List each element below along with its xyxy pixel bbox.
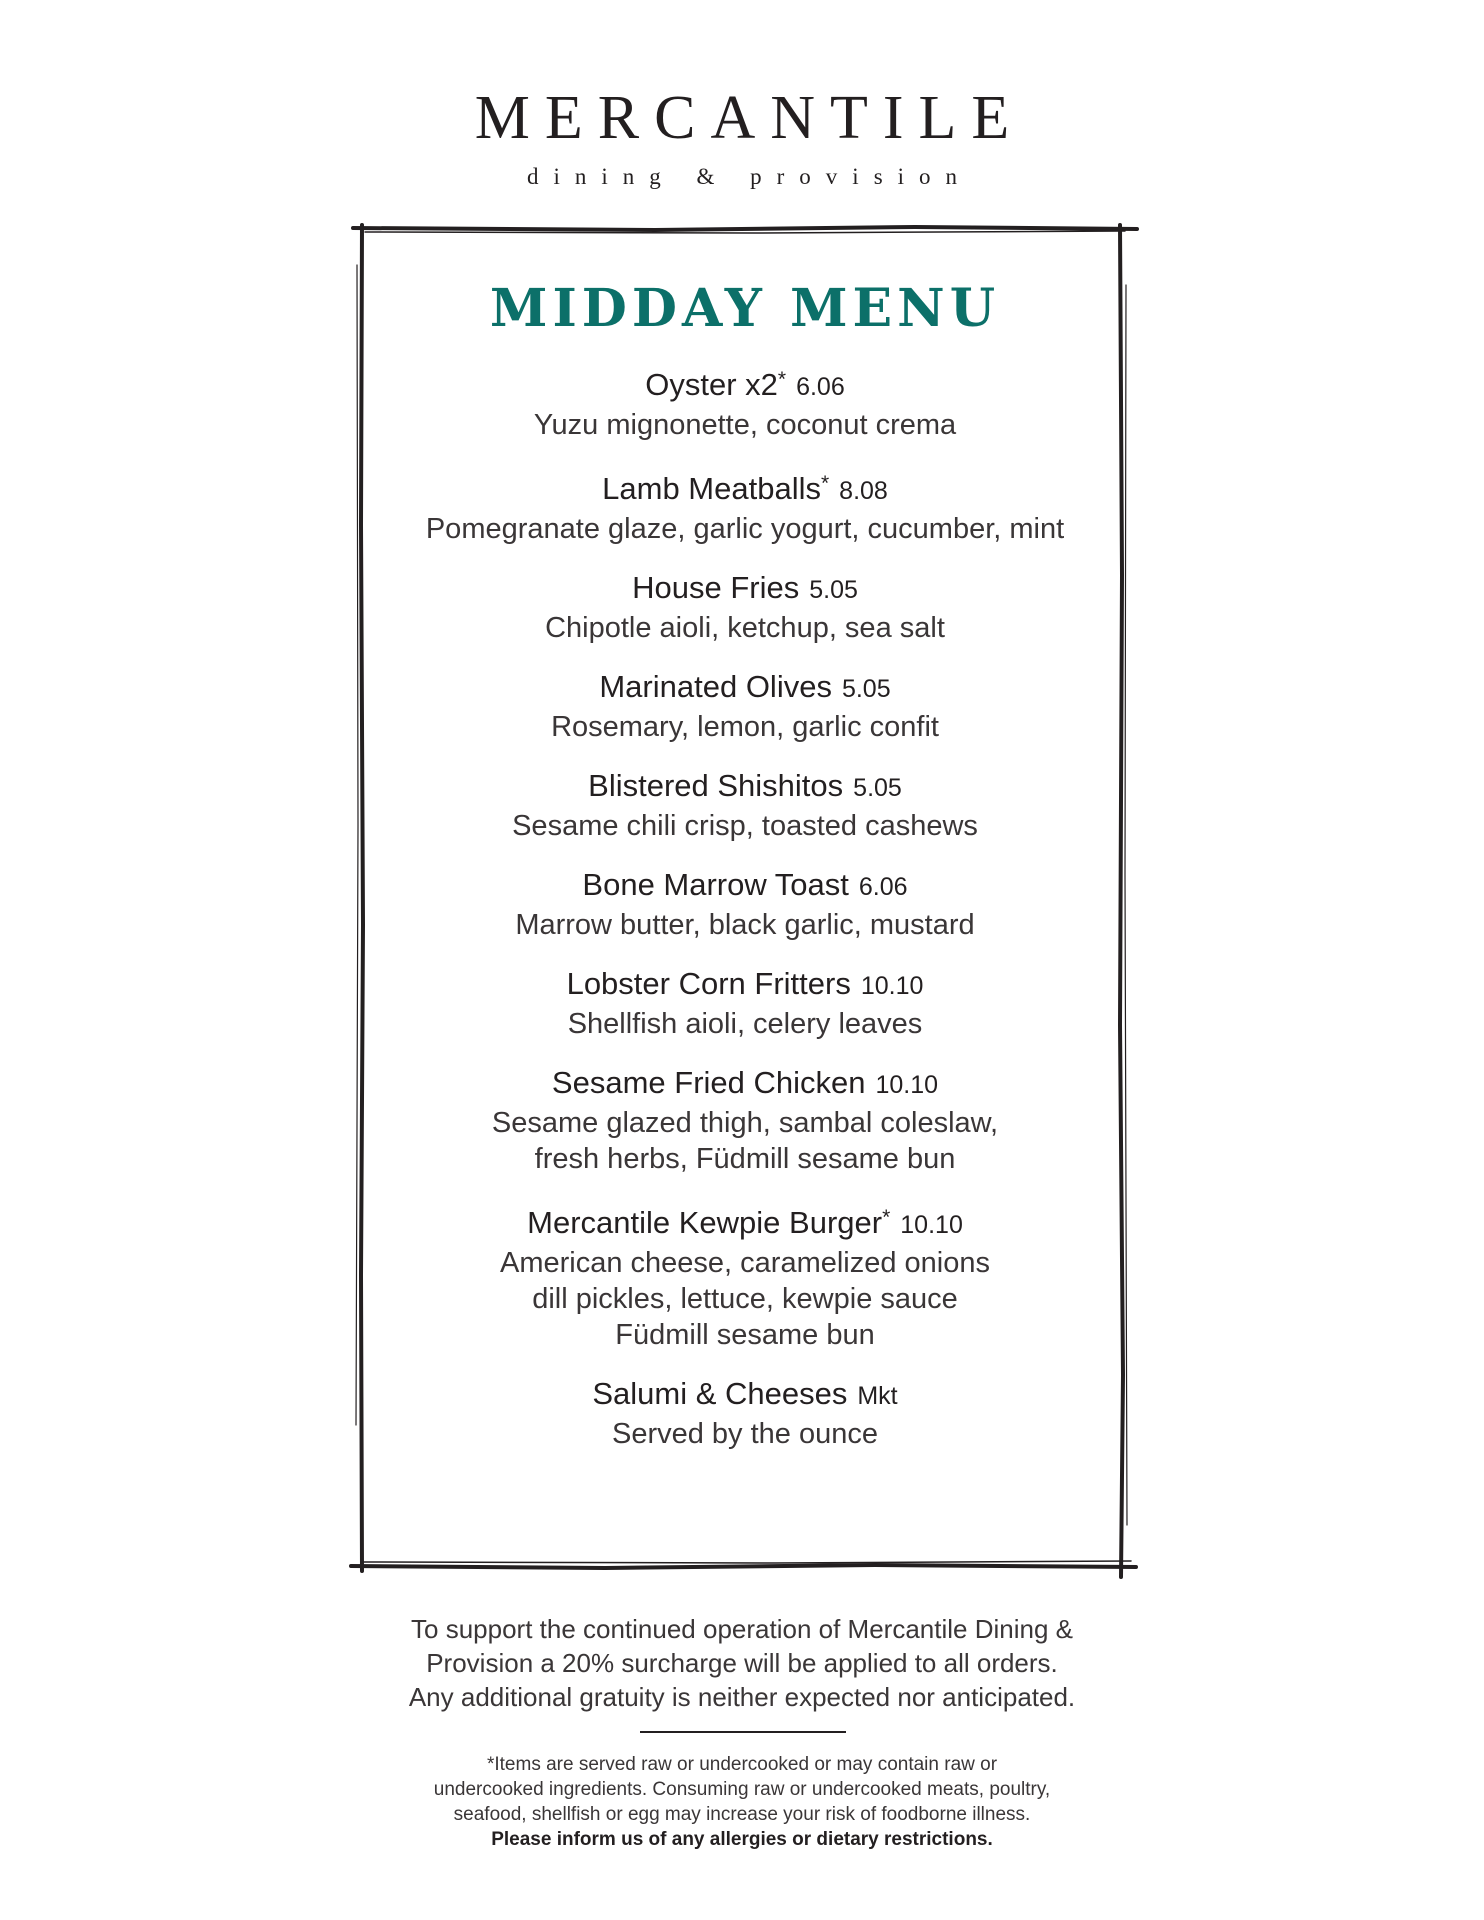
item-heading [355, 766, 1135, 808]
surcharge-line: Provision a 20% surcharge will be applied to all orders. [426, 1648, 1058, 1678]
item-description: Rosemary, lemon, garlic confit [551, 711, 939, 743]
item-description: dill pickles, lettuce, kewpie sauce [532, 1283, 958, 1315]
item-description: Sesame glazed thigh, sambal coleslaw, [491, 1107, 999, 1139]
menu-item [355, 865, 1135, 943]
item-name: House Fries [632, 570, 800, 605]
item-name: Bone Marrow Toast [582, 867, 849, 902]
item-description: Füdmill sesame bun [615, 1319, 875, 1351]
disclaimer-line: undercooked ingredients. Consuming raw or undercooked meats, poultry, [433, 1779, 1051, 1800]
item-heading [355, 964, 1135, 1006]
menu-item [355, 360, 1135, 443]
item-price: 5.05 [809, 576, 858, 604]
disclaimer-line: seafood, shellfish or egg may increase your risk of foodborne illness. [453, 1804, 1031, 1825]
item-description: Chipotle aioli, ketchup, sea salt [545, 612, 945, 644]
disclaimer-line: *Items are served raw or undercooked or may contain raw or [486, 1754, 998, 1775]
raw-asterisk: * [777, 368, 787, 391]
item-price: 10.10 [900, 1211, 963, 1239]
menu-title: MIDDAY MENU [489, 278, 1001, 339]
item-heading [355, 568, 1135, 610]
raw-asterisk: * [820, 472, 830, 495]
item-price: 8.08 [839, 477, 888, 505]
item-heading [355, 1374, 1135, 1416]
item-description: American cheese, caramelized onions [499, 1247, 991, 1279]
raw-asterisk: * [882, 1206, 891, 1229]
item-name: Marinated Olives [599, 669, 832, 704]
footer-divider [640, 1731, 846, 1733]
item-heading [355, 464, 1135, 511]
item-description: Marrow butter, black garlic, mustard [515, 909, 975, 941]
item-price: 10.10 [875, 1071, 939, 1099]
item-price: 6.06 [796, 373, 845, 401]
item-name: Lobster Corn Fritters [566, 966, 851, 1001]
item-heading [355, 865, 1135, 907]
item-name: Lamb Meatballs [602, 471, 821, 506]
logo-tagline: dining & provision [526, 164, 973, 189]
item-description: Pomegranate glaze, garlic yogurt, cucumber, mint [425, 513, 1065, 545]
item-name: Salumi & Cheeses [592, 1376, 848, 1411]
allergy-note: Please inform us of any allergies or dietary restrictions. [491, 1829, 993, 1850]
item-price: Mkt [857, 1382, 898, 1410]
item-heading [355, 1063, 1135, 1105]
menu-item [355, 1198, 1135, 1353]
logo-name: MERCANTILE [474, 84, 1025, 152]
item-description: Yuzu mignonette, coconut crema [533, 409, 957, 441]
menu-item [355, 766, 1135, 844]
surcharge-line: Any additional gratuity is neither expected nor anticipated. [408, 1682, 1076, 1712]
menu-item [355, 1374, 1135, 1452]
item-price: 5.05 [841, 675, 891, 703]
menu-item [355, 667, 1135, 745]
menu-item [355, 1063, 1135, 1177]
item-name: Sesame Fried Chicken [551, 1065, 866, 1100]
item-heading [355, 360, 1135, 407]
item-name: Mercantile Kewpie Burger [527, 1205, 883, 1240]
item-name: Blistered Shishitos [588, 768, 844, 803]
surcharge-line: To support the continued operation of Mercantile Dining & [411, 1614, 1073, 1644]
item-description: Served by the ounce [611, 1418, 878, 1450]
item-description: Sesame chili crisp, toasted cashews [512, 810, 978, 842]
menu-item [355, 464, 1135, 547]
menu-item [355, 964, 1135, 1042]
menu-items [355, 360, 1135, 1473]
item-price: 10.10 [860, 972, 924, 1000]
menu-frame [355, 225, 1135, 1571]
menu-item [355, 568, 1135, 646]
surcharge-note [0, 1612, 1484, 1714]
food-safety-disclaimer [0, 1752, 1484, 1852]
item-name: Oyster x2 [645, 367, 778, 402]
item-description: Shellfish aioli, celery leaves [567, 1008, 923, 1040]
item-description: fresh herbs, Füdmill sesame bun [534, 1143, 956, 1175]
restaurant-logo [0, 80, 1484, 192]
item-price: 6.06 [858, 873, 908, 901]
item-heading [355, 667, 1135, 709]
item-price: 5.05 [853, 774, 902, 802]
item-heading [355, 1198, 1135, 1245]
